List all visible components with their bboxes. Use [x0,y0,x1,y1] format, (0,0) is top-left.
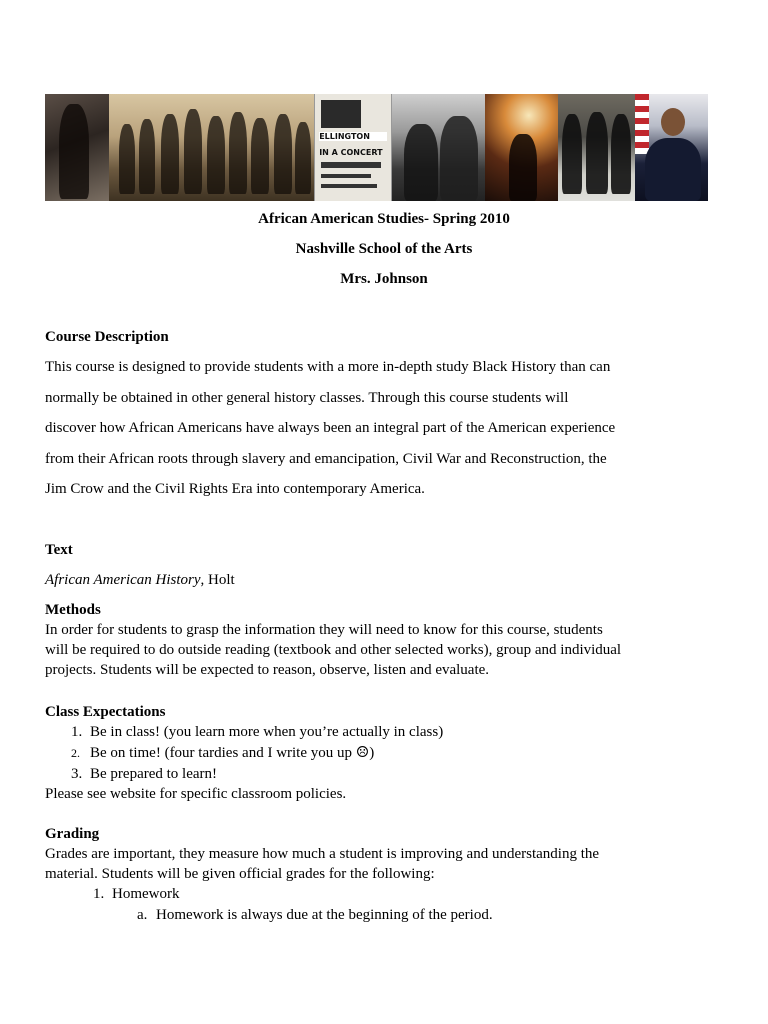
poster-image [321,100,361,128]
description-line: from their African roots through slavery and emancipation, Civil War and Reconstruction, the [45,450,607,467]
description-line: This course is designed to provide students with a more in-depth study Black History than can [45,359,611,375]
list-number: 1. [93,886,105,902]
expectation-text: Be on time! (four tardies and I write you up ☹) [90,745,375,761]
banner-photo-poster [314,94,392,201]
banner-photo-7 [635,94,708,201]
methods-body [45,620,735,680]
description-line: Jim Crow and the Civil Rights Era into contemporary America. [45,481,425,497]
banner-photo-5 [485,94,559,201]
description-line: discover how African Americans have always been an integral part of the American experience [45,420,616,436]
school-name: Nashville School of the Arts [295,241,473,257]
course-description-body [45,352,735,505]
methods-line: will be required to do outside reading (textbook and other selected works), group and individual [45,642,622,658]
methods-heading: Methods [45,602,101,618]
expectation-text: Be prepared to learn! [90,766,218,782]
methods-line: projects. Students will be expected to reason, observe, listen and evaluate. [45,662,490,678]
list-number: 3. [71,766,83,782]
textbook-reference [45,570,235,590]
list-number: 1. [71,724,83,740]
grading-line: material. Students will be given official grades for the following: [45,866,435,882]
poster-subtitle: IN A CONCERT [319,148,383,157]
expectation-item [71,722,443,742]
expectation-item [71,743,374,763]
banner-photo-6 [558,94,635,201]
photo-banner [45,94,708,201]
grading-item-text: Homework [112,886,180,902]
teacher-name: Mrs. Johnson [340,271,428,287]
banner-photo-1 [45,94,109,201]
expectation-item [71,764,217,784]
list-letter: a. [137,907,148,923]
expectation-text: Be in class! (you learn more when you’re actually in class) [90,724,444,740]
list-number: 2. [71,746,80,760]
expectations-heading: Class Expectations [45,704,166,720]
expectations-note: Please see website for specific classroom policies. [45,786,347,802]
poster-headline: ELLINGTON [319,132,387,141]
grading-item [93,884,180,904]
description-line: normally be obtained in other general history classes. Through this course students will [45,389,569,406]
grading-heading: Grading [45,826,100,842]
grading-line: Grades are important, they measure how much a student is improving and understanding the [45,846,600,862]
grading-body [45,844,735,884]
course-title: African American Studies- Spring 2010 [258,211,510,227]
text-heading: Text [45,542,73,558]
grading-subitem [137,905,493,925]
banner-photo-4 [392,94,485,201]
grading-subitem-text: Homework is always due at the beginning of the period. [156,907,493,923]
textbook-title: African American History [45,572,201,588]
banner-photo-2 [109,94,314,201]
textbook-publisher: , Holt [200,572,235,588]
course-description-heading: Course Description [45,329,169,345]
methods-line: In order for students to grasp the information they will need to know for this course, students [45,622,603,638]
